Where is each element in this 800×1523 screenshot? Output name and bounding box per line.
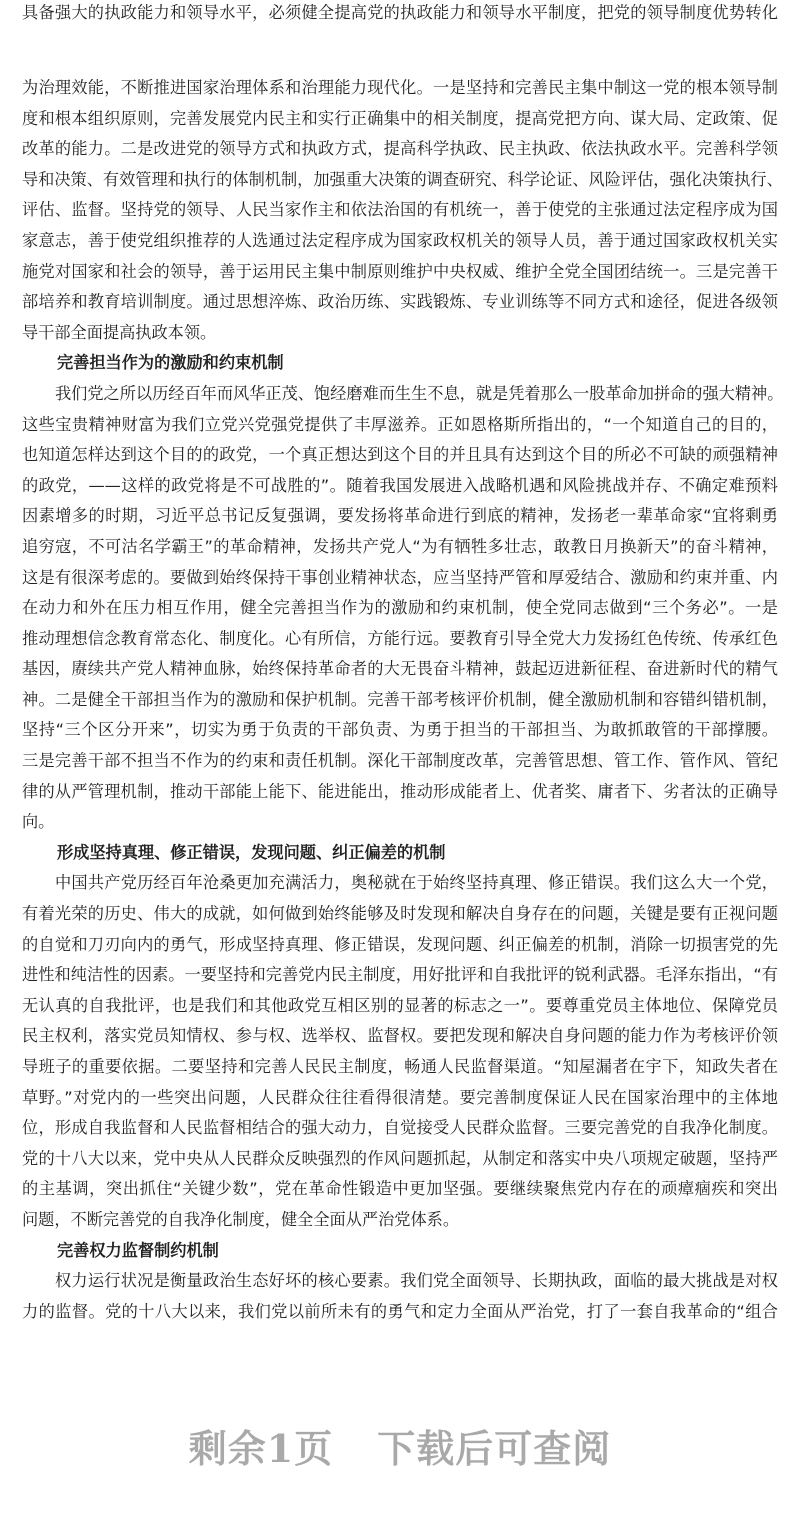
text-line: 坚持“三个区分开来”，切实为勇于负责的干部负责、为勇于担当的干部担当、为敢抓敢管的干部撑腰。 <box>22 720 778 740</box>
section <box>22 348 784 838</box>
text-line: 党的十八大以来，党中央从人民群众反映强烈的作风问题抓起，从制定和落实中央八项规定破题，坚持严 <box>22 1148 778 1168</box>
top-fragment <box>22 0 778 29</box>
section-heading: 形成坚持真理、修正错误，发现问题、纠正偏差的机制 <box>57 842 446 862</box>
text-line: 向。 <box>22 812 55 832</box>
section <box>22 1236 778 1328</box>
text-line: 追穷寇，不可沽名学霸王”的革命精神，发扬共产党人“为有牺牲多壮志，敢教日月换新天”的奋斗精神， <box>22 536 778 556</box>
section-heading: 完善权力监督制约机制 <box>57 1240 219 1260</box>
text-line: 问题，不断完善党的自我净化制度，健全全面从严治党体系。 <box>22 1209 460 1229</box>
text-line: 施党对国家和社会的领导，善于运用民主集中制原则维护中央权威、维护全党全国团结统一。三是完善干 <box>22 261 778 281</box>
text-line: 三是完善干部不担当不作为的约束和责任机制。深化干部制度改革，完善管思想、管工作、管作风、管纪 <box>22 751 778 771</box>
text-line: 无认真的自我批评，也是我们和其他政党互相区别的显著的标志之一”。要尊重党员主体地位、保障党员 <box>22 995 778 1015</box>
text-line: 进性和纯洁性的因素。一要坚持和完善党内民主制度，用好批评和自我批评的锐利武器。毛泽东指出，“有 <box>22 965 778 985</box>
text-line: 因素增多的时期，习近平总书记反复强调，要发扬将革命进行到底的精神，发扬老一辈革命家“宜将剩勇 <box>22 506 778 526</box>
text-line: 为治理效能，不断推进国家治理体系和治理能力现代化。一是坚持和完善民主集中制这一党的根本领导制 <box>22 78 778 97</box>
text-line: 民主权利，落实党员知情权、参与权、选举权、监督权。要把发现和解决自身问题的能力作为考核评价领 <box>22 1026 778 1046</box>
text-line: 家意志，善于使党组织推荐的人选通过法定程序成为国家政权机关的领导人员，善于通过国家政权机关实 <box>22 230 778 250</box>
text-line: 位，形成自我监督和人民监督相结合的强大动力，自觉接受人民群众监督。三要完善党的自我净化制度。 <box>22 1118 778 1138</box>
text-line: 律的从严管理机制，推动干部能上能下、能进能出，推动形成能者上、优者奖、庸者下、劣者汰的正确导 <box>22 781 778 801</box>
download-banner[interactable] <box>0 1418 800 1473</box>
text-line: 度和根本组织原则，完善发展党内民主和实行正确集中的相关制度，提高党把方向、谋大局、定政策、促 <box>22 108 778 128</box>
text-line: 在动力和外在压力相互作用，健全完善担当作为的激励和约束机制，使全党同志做到“三个务必”。一是 <box>22 598 778 618</box>
section <box>22 838 778 1236</box>
text-line: 的政党，——这样的政党将是不可战胜的”。随着我国发展进入战略机遇和风险挑战并存、不确定难预料 <box>22 475 778 495</box>
text-line: 部培养和教育培训制度。通过思想淬炼、政治历练、实践锻炼、专业训练等不同方式和途径，促进各级领 <box>22 292 778 312</box>
text-line: 中国共产党历经百年沧桑更加充满活力，奥秘就在于始终坚持真理、修正错误。我们这么大一个党， <box>55 873 778 893</box>
text-line: 导干部全面提高执政本领。 <box>22 322 217 342</box>
section-heading: 完善担当作为的激励和约束机制 <box>57 353 284 373</box>
text-line: 草野。”对党内的一些突出问题，人民群众往往看得很清楚。要完善制度保证人民在国家治理中的主体地 <box>22 1087 778 1107</box>
remaining-pages-text: 剩余1页 <box>188 1426 334 1471</box>
text-line: 这是有很深考虑的。要做到始终保持干事创业精神状态，应当坚持严管和厚爱结合、激励和约束并重、内 <box>22 567 778 587</box>
text-line: 的主基调，突出抓住“关键少数”，党在革命性锻造中更加坚强。要继续聚焦党内存在的顽瘴痼疾和突出 <box>22 1179 778 1199</box>
text-line: 的自觉和刀刃向内的勇气，形成坚持真理、修正错误，发现问题、纠正偏差的机制，消除一切损害党的先 <box>22 934 778 954</box>
text-line: 也知道怎样达到这个目的的政党，一个真正想达到这个目的并且具有达到这个目的所必不可缺的顽强精神 <box>22 445 778 465</box>
text-line: 有着光荣的历史、伟大的成就，如何做到始终能够及时发现和解决自身存在的问题，关键是要有正视问题 <box>22 904 778 924</box>
text-line: 基因，赓续共产党人精神血脉，始终保持革命者的大无畏奋斗精神，鼓起迈进新征程、奋进新时代的精气 <box>22 659 778 679</box>
text-line: 导和决策、有效管理和执行的体制机制，加强重大决策的调查研究、科学论证、风险评估，强化决策执行、 <box>22 169 783 189</box>
text-line: 评估、监督。坚持党的领导、人民当家作主和依法治国的有机统一，善于使党的主张通过法定程序成为国 <box>22 200 778 220</box>
text-line: 推动理想信念教育常态化、制度化。心有所信，方能行远。要教育引导全党大力发扬红色传统、传承红色 <box>22 628 778 648</box>
text-line: 力的监督。党的十八大以来，我们党以前所未有的勇气和定力全面从严治党，打了一套自我革命的“组合 <box>22 1301 778 1321</box>
download-to-view-text[interactable]: 下载后可查阅 <box>377 1426 612 1471</box>
text-line: 神。二是健全干部担当作为的激励和保护机制。完善干部考核评价机制，健全激励机制和容错纠错机制， <box>22 689 778 709</box>
text-line: 权力运行状况是衡量政治生态好坏的核心要素。我们党全面领导、长期执政，面临的最大挑战是对权 <box>55 1271 778 1291</box>
text-line: 导班子的重要依据。二要坚持和完善人民民主制度，畅通人民监督渠道。“知屋漏者在宇下，知政失者在 <box>22 1057 778 1076</box>
text-line: 具备强大的执政能力和领导水平，必须健全提高党的执政能力和领导水平制度，把党的领导制度优势转化 <box>22 3 778 22</box>
text-line: 我们党之所以历经百年而风华正茂、饱经磨难而生生不息，就是凭着那么一股革命加拼命的强大精神。 <box>55 383 784 403</box>
document-body <box>22 73 784 1327</box>
text-line: 这些宝贵精神财富为我们立党兴党强党提供了丰厚滋养。正如恩格斯所指出的，“一个知道自己的目的， <box>22 414 778 434</box>
section <box>22 73 783 348</box>
text-line: 改革的能力。二是改进党的领导方式和执政方式，提高科学执政、民主执政、依法执政水平。完善科学领 <box>22 139 778 159</box>
